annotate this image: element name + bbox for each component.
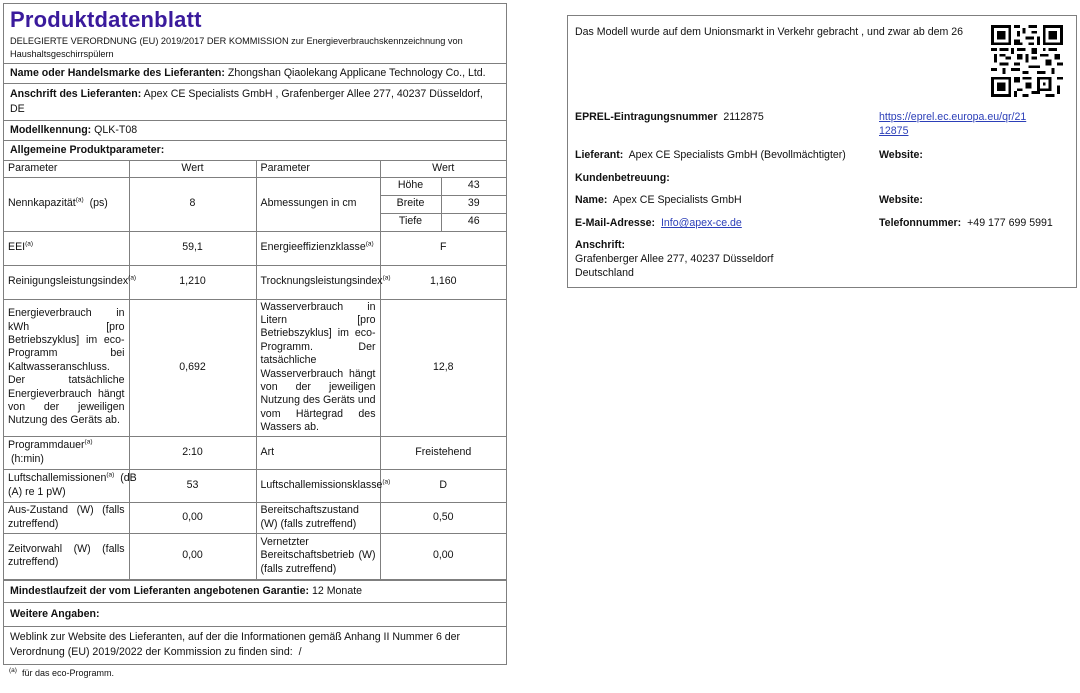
table-row <box>4 533 506 579</box>
eprel-link-line1[interactable]: https://eprel.ec.europa.eu/qr/21 <box>879 111 1027 123</box>
footnote <box>3 665 507 681</box>
model-label: Modellkennung: <box>10 124 92 136</box>
website-label-2: Website: <box>879 194 923 206</box>
noise-label-cell: Luftschallemissionen$^{(a)}$ (dB (A) re 1 pW) <box>4 469 129 502</box>
type-value: Freistehend <box>380 436 506 469</box>
further-info-row <box>3 602 507 626</box>
guarantee-label: Mindestlaufzeit der vom Lieferanten angebotenen Garantie: <box>10 584 310 597</box>
table-row <box>4 299 506 436</box>
table-row <box>4 436 506 469</box>
depth-label: Tiefe <box>380 213 441 231</box>
guarantee-row <box>3 580 507 602</box>
general-params-row <box>3 140 507 160</box>
header-value-1: Wert <box>129 161 256 177</box>
general-params-label: Allgemeine Produktparameter: <box>10 144 165 156</box>
type-label: Art <box>256 436 380 469</box>
model-id: QLK-T08 <box>94 124 138 136</box>
eprel-number: 2112875 <box>723 111 764 123</box>
supplier-address-label: Anschrift des Lieferanten: <box>10 88 142 100</box>
name-label: Name: <box>575 194 608 206</box>
off-mode-value: 0,00 <box>129 502 256 533</box>
supplier-name-label: Name oder Handelsmarke des Lieferanten: <box>10 67 225 79</box>
further-info-label: Weitere Angaben: <box>10 607 100 620</box>
standby-label: Bereitschaftszustand (W) (falls zutreffend) <box>256 502 380 533</box>
name-row <box>575 193 742 207</box>
table-row <box>4 177 506 195</box>
delay-start-value: 0,00 <box>129 533 256 579</box>
water-consumption-label: Wasserverbrauch in Litern [pro Betriebszyklus] im eco-Programm. Der tatsächliche Wasserverbrauch hängt von der jeweiligen Nutzung des Geräts und vom Härtegrad des Wassers ab. <box>256 299 380 436</box>
header-value-2: Wert <box>380 161 506 177</box>
eei-label-cell: EEI$^{(a)}$ <box>4 231 129 265</box>
weblink-text: Weblink zur Website des Lieferanten, auf der die Informationen gemäß Anhang II Nummer 6 der Verordnung (EU) 2019/2022 der Kommission zu finden sind: <box>10 630 461 658</box>
table-row <box>4 231 506 265</box>
drying-value: 1,160 <box>380 265 506 299</box>
depth-value: 46 <box>441 213 506 231</box>
parameter-table-box <box>3 160 507 580</box>
product-data-sheet <box>3 3 507 681</box>
weblink-row <box>3 626 507 665</box>
guarantee-value: 12 Monate <box>311 584 363 597</box>
drying-label-cell: Trocknungsleistungsindex$^{(a)}$ <box>256 265 380 299</box>
networked-standby-value: 0,00 <box>380 533 506 579</box>
eprel-link-line2[interactable]: 12875 <box>879 125 909 137</box>
email-label: E-Mail-Adresse: <box>575 217 656 229</box>
energy-class-label-cell: Energieeffizienzklasse$^{(a)}$ <box>256 231 380 265</box>
supplier-name-row <box>3 63 507 83</box>
regulation-text: DELEGIERTE VERORDNUNG (EU) 2019/2017 DER KOMMISSION zur Energieverbrauchskennzeichnung von Haushaltsgeschirrspülern <box>10 36 463 59</box>
width-value: 39 <box>441 195 506 213</box>
parameter-table <box>4 161 506 580</box>
weblink-value: / <box>298 645 302 658</box>
market-date-text: Das Modell wurde auf dem Unionsmarkt in Verkehr gebracht , und zwar ab dem 26 <box>575 26 964 38</box>
capacity-label-cell: Nennkapazität$^{(a)}$ (ps) <box>4 177 129 231</box>
model-row <box>3 120 507 140</box>
standby-value: 0,50 <box>380 502 506 533</box>
footnote-mark: (a) <box>9 666 17 674</box>
header-parameter-1: Parameter <box>4 161 129 177</box>
name-value: Apex CE Specialists GmbH <box>612 194 742 206</box>
table-row <box>4 469 506 502</box>
header-box <box>3 3 507 63</box>
delay-start-label: Zeitvorwahl (W) (falls zutreffend) <box>4 533 129 579</box>
cleaning-value: 1,210 <box>129 265 256 299</box>
footnote-text: für das eco-Programm. <box>21 667 114 678</box>
supplier-address-row <box>3 83 507 120</box>
duration-label-cell: Programmdauer$^{(a)}$ (h:min) <box>4 436 129 469</box>
phone-value: +49 177 699 5991 <box>967 217 1053 229</box>
eprel-label: EPREL-Eintragungsnummer <box>575 111 718 123</box>
table-row <box>4 502 506 533</box>
water-consumption-value: 12,8 <box>380 299 506 436</box>
energy-consumption-value: 0,692 <box>129 299 256 436</box>
supplier-value: Apex CE Specialists GmbH (Bevollmächtigter) <box>628 149 846 161</box>
phone-row <box>879 216 1053 230</box>
info-panel <box>567 15 1077 288</box>
noise-class-value: D <box>380 469 506 502</box>
noise-value: 53 <box>129 469 256 502</box>
networked-standby-label: Vernetzter Bereitschaftsbetrieb (W) (falls zutreffend) <box>256 533 380 579</box>
energy-consumption-label: Energieverbrauch in kWh [pro Betriebszyklus] im eco-Programm bei Kaltwasseranschluss. Der tatsächliche Energieverbrauch hängt von der jeweiligen Nutzung des Geräts ab. <box>4 299 129 436</box>
qr-code-icon[interactable] <box>991 25 1063 97</box>
energy-class-value: F <box>380 231 506 265</box>
email-link[interactable]: Info@apex-ce.de <box>660 217 742 229</box>
address-block <box>575 238 773 280</box>
phone-label: Telefonnummer: <box>879 217 962 229</box>
supplier-name: Zhongshan Qiaolekang Applicane Technology Co., Ltd. <box>227 67 486 79</box>
table-header-row <box>4 161 506 177</box>
height-value: 43 <box>441 177 506 195</box>
height-label: Höhe <box>380 177 441 195</box>
off-mode-label: Aus-Zustand (W) (falls zutreffend) <box>4 502 129 533</box>
customer-service-label: Kundenbetreuung: <box>575 172 670 184</box>
width-label: Breite <box>380 195 441 213</box>
dimensions-label: Abmessungen in cm <box>256 177 380 231</box>
eprel-row <box>575 110 764 124</box>
noise-class-label-cell: Luftschallemissionsklasse$^{(a)}$ <box>256 469 380 502</box>
supplier-label: Lieferant: <box>575 149 624 161</box>
header-parameter-2: Parameter <box>256 161 380 177</box>
eprel-link[interactable] <box>879 110 1026 138</box>
cleaning-label-cell: Reinigungsleistungsindex$^{(a)}$ <box>4 265 129 299</box>
duration-value: 2:10 <box>129 436 256 469</box>
table-row <box>4 265 506 299</box>
supplier-address: Apex CE Specialists GmbH , Grafenberger Allee 277, 40237 Düsseldorf, DE <box>10 88 483 115</box>
eei-value: 59,1 <box>129 231 256 265</box>
address-line1: Grafenberger Allee 277, 40237 Düsseldorf <box>575 253 774 265</box>
address-line2: Deutschland <box>575 267 634 279</box>
address-label: Anschrift: <box>575 239 626 251</box>
page-title: Produktdatenblatt <box>10 7 202 32</box>
supplier-row <box>575 148 846 162</box>
capacity-value: 8 <box>129 177 256 231</box>
website-label: Website: <box>879 149 923 161</box>
email-row <box>575 216 742 230</box>
